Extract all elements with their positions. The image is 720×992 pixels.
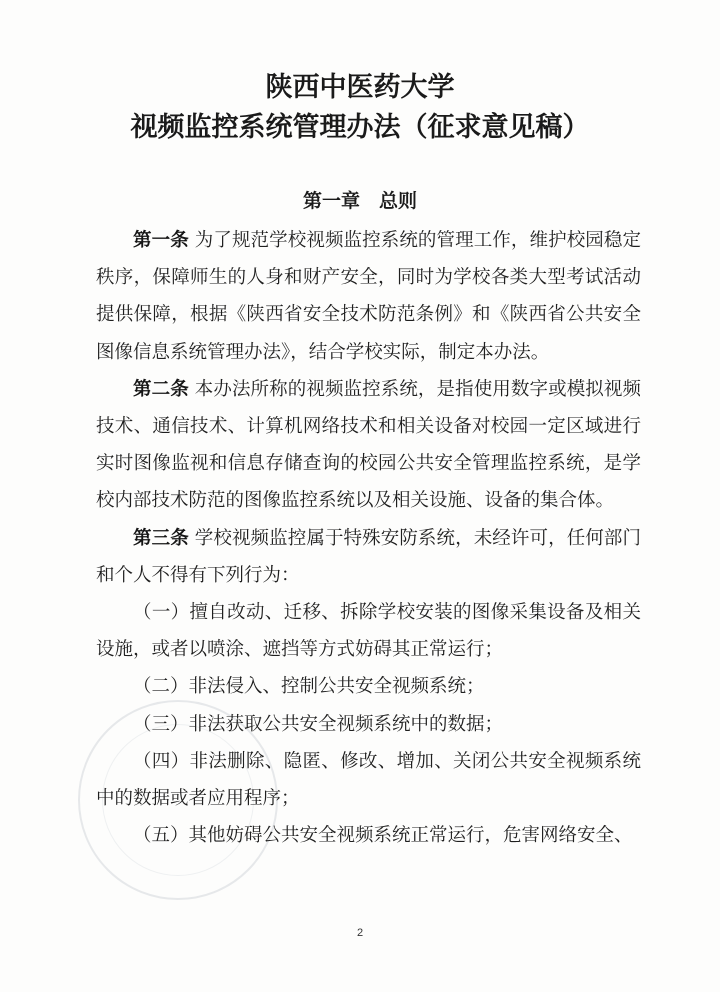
item-1-text: （一）擅自改动、迁移、拆除学校安装的图像采集设备及相关设施，或者以喷涂、遮挡等方式妨碍其正常运行； bbox=[96, 602, 641, 661]
title-university-name: 陕西中医药大学 bbox=[265, 72, 455, 103]
article-1-lead: 第一条 bbox=[133, 230, 189, 251]
chapter-heading: 第一章 总则 bbox=[302, 190, 417, 212]
article-3-item-3 bbox=[96, 706, 641, 743]
article-3-item-5 bbox=[96, 817, 641, 854]
article-2-lead: 第二条 bbox=[133, 378, 189, 400]
article-1 bbox=[96, 222, 641, 371]
title-document-name: 视频监控系统管理办法（征求意见稿） bbox=[130, 112, 590, 143]
article-2-text: 本办法所称的视频监控系统，是指使用数字或模拟视频技术、通信技术、计算机网络技术和相关设备对校园一定区域进行实时图像监视和信息存储查询的校园公共安全管理监控系统，是学校内部技术防范的图像监控系统以及相关设施、设备的集合体。 bbox=[96, 378, 641, 512]
article-3-text: 学校视频监控属于特殊安防系统，未经许可，任何部门和个人不得有下列行为： bbox=[96, 527, 641, 586]
document-body bbox=[96, 222, 641, 854]
article-3-lead: 第三条 bbox=[133, 527, 189, 549]
article-1-text: 为了规范学校视频监控系统的管理工作，维护校园稳定秩序，保障师生的人身和财产安全，同时为学校各类大型考试活动提供保障，根据《陕西省安全技术防范条例》和《陕西省公共安全图像信息系统管理办法》，结合学校实际，制定本办法。 bbox=[96, 230, 641, 363]
item-4-text: （四）非法删除、隐匿、修改、增加、关闭公共安全视频系统中的数据或者应用程序； bbox=[96, 750, 641, 810]
article-3 bbox=[96, 520, 641, 594]
page-number: 2 bbox=[356, 927, 364, 939]
document-title bbox=[0, 68, 720, 148]
item-5-text: （五）其他妨碍公共安全视频系统正常运行，危害网络安全、 bbox=[133, 825, 633, 847]
article-3-item-1 bbox=[96, 594, 641, 668]
article-3-item-4 bbox=[96, 743, 641, 817]
item-3-text: （三）非法获取公共安全视频系统中的数据； bbox=[133, 713, 504, 735]
item-2-text: （二）非法侵入、控制公共安全视频系统； bbox=[133, 676, 485, 698]
article-2 bbox=[96, 371, 641, 520]
article-3-item-2 bbox=[96, 668, 641, 705]
